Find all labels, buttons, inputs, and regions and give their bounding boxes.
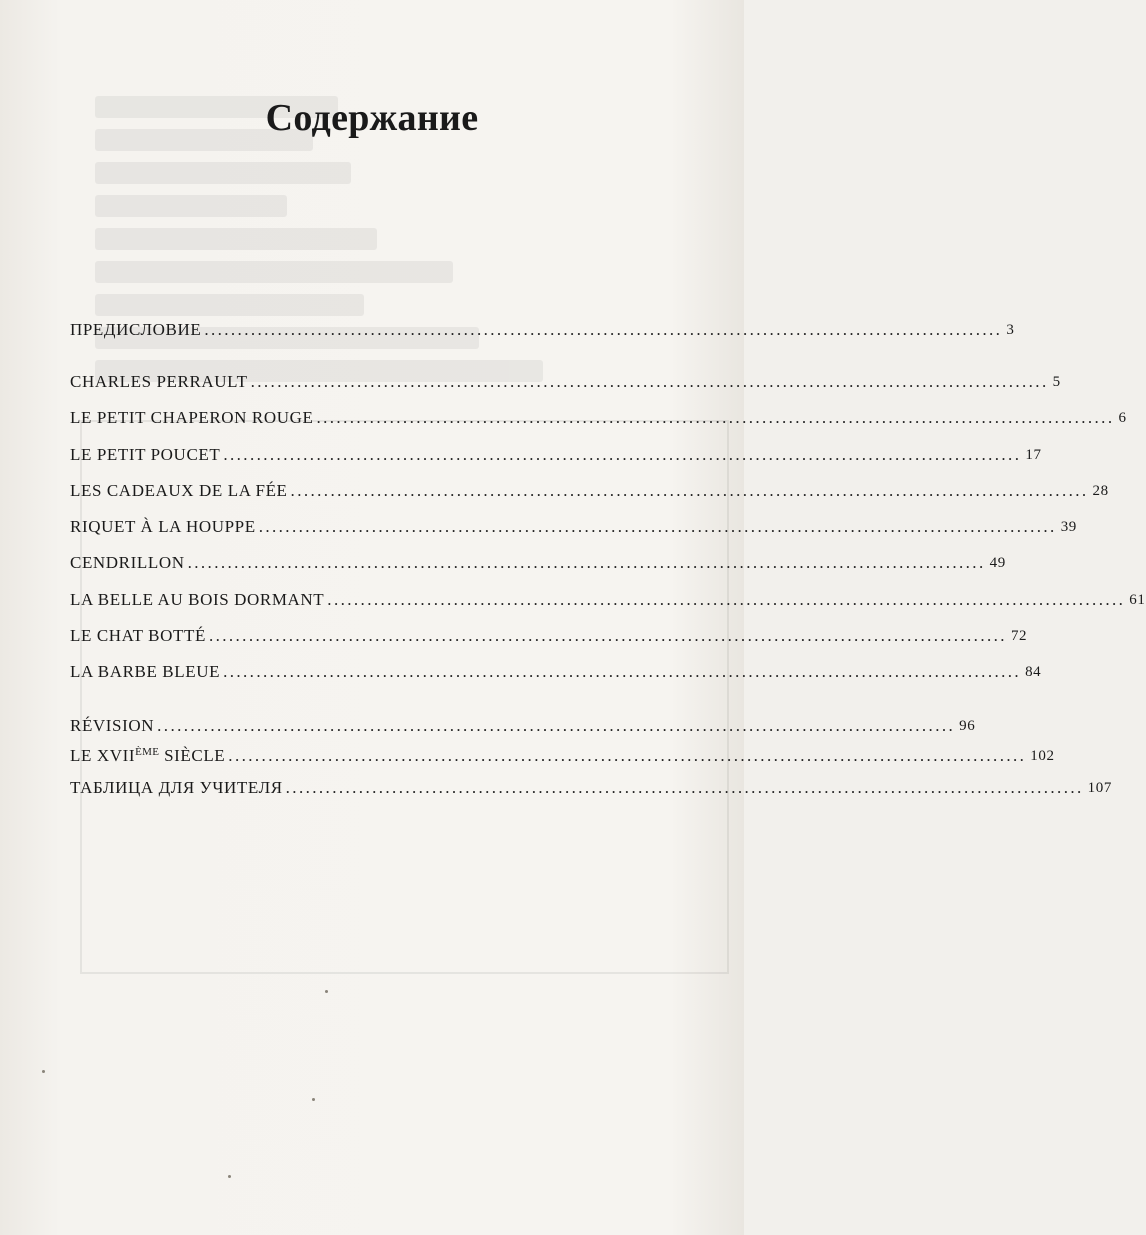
toc-entry-preface[interactable] — [70, 312, 1015, 340]
toc-entry-charles-perrault[interactable] — [70, 364, 1061, 392]
page-title: Содержание — [265, 97, 479, 139]
label-prefix: LE XVII — [70, 746, 136, 765]
toc-entry-chat-botte[interactable] — [70, 618, 1028, 646]
leader-dots: ........................................................................................................................ — [285, 778, 1084, 797]
toc-entry-label: LA BELLE AU BOIS DORMANT — [70, 590, 325, 609]
toc-entry-barbe-bleue[interactable] — [70, 654, 1042, 682]
toc-entry-label: ТАБЛИЦА ДЛЯ УЧИТЕЛЯ — [70, 778, 283, 797]
toc-entry-petit-chaperon-rouge[interactable] — [70, 400, 1127, 428]
toc-entry-label: RÉVISION — [70, 716, 155, 735]
toc-entry-page: 39 — [1060, 519, 1077, 535]
toc-entry-xviieme-siecle[interactable] — [70, 738, 1055, 766]
leader-dots: ........................................................................................................................ — [258, 517, 1057, 536]
toc-entry-page: 17 — [1025, 447, 1042, 463]
toc-entry-page: 61 — [1129, 592, 1146, 608]
paper-speck — [325, 990, 328, 993]
leader-dots: ........................................................................................................................ — [290, 481, 1089, 500]
toc-entry-cadeaux-de-la-fee[interactable] — [70, 473, 1109, 501]
toc-entry-label: CENDRILLON — [70, 553, 185, 572]
leader-dots: ........................................................................................................................ — [204, 320, 1003, 339]
toc-entry-revision[interactable] — [70, 708, 976, 736]
toc-entry-label: LE CHAT BOTTÉ — [70, 626, 206, 645]
leader-dots: ........................................................................................................................ — [223, 662, 1022, 681]
leader-dots: ........................................................................................................................ — [157, 716, 956, 735]
toc-entry-label: RIQUET À LA HOUPPE — [70, 517, 256, 536]
paper-speck — [228, 1175, 231, 1178]
toc-entry-petit-poucet[interactable] — [70, 437, 1042, 465]
toc-entry-page: 3 — [1006, 322, 1015, 338]
toc-entry-page: 102 — [1030, 748, 1055, 764]
leader-dots: ........................................................................................................................ — [316, 408, 1115, 427]
toc-entry-page: 96 — [959, 718, 976, 734]
label-suffix: SIÈCLE — [159, 746, 226, 765]
toc-entry-label: LE PETIT POUCET — [70, 445, 221, 464]
toc-entry-belle-au-bois-dormant[interactable] — [70, 582, 1146, 610]
paper-speck — [42, 1070, 45, 1073]
toc-entry-page: 84 — [1025, 664, 1042, 680]
label-superscript: ÈME — [135, 746, 160, 758]
toc-entry-page: 28 — [1092, 483, 1109, 499]
leader-dots: ........................................................................................................................ — [250, 372, 1049, 391]
leader-dots: ........................................................................................................................ — [327, 590, 1126, 609]
toc-entry-label: LES CADEAUX DE LA FÉE — [70, 481, 288, 500]
toc-entry-teacher-table[interactable] — [70, 770, 1112, 798]
toc-entry-label: CHARLES PERRAULT — [70, 372, 248, 391]
toc-entry-page: 72 — [1010, 628, 1028, 644]
toc-entry-page: 49 — [989, 555, 1006, 571]
toc-entry-page: 107 — [1087, 780, 1112, 796]
paper-speck — [312, 1098, 315, 1101]
toc-entry-label — [70, 742, 225, 766]
leader-dots: ........................................................................................................................ — [208, 626, 1007, 645]
toc-entry-cendrillon[interactable] — [70, 545, 1006, 573]
toc-entry-label: LE PETIT CHAPERON ROUGE — [70, 408, 314, 427]
toc-entry-label: ПРЕДИСЛОВИЕ — [70, 320, 202, 339]
leader-dots: ........................................................................................................................ — [223, 445, 1022, 464]
leader-dots: ........................................................................................................................ — [187, 553, 986, 572]
leader-dots: ........................................................................................................................ — [228, 746, 1027, 765]
toc-entry-page: 5 — [1052, 374, 1061, 390]
toc-entry-riquet-a-la-houppe[interactable] — [70, 509, 1077, 537]
toc-entry-label: LA BARBE BLEUE — [70, 662, 221, 681]
toc-entry-page: 6 — [1118, 410, 1127, 426]
